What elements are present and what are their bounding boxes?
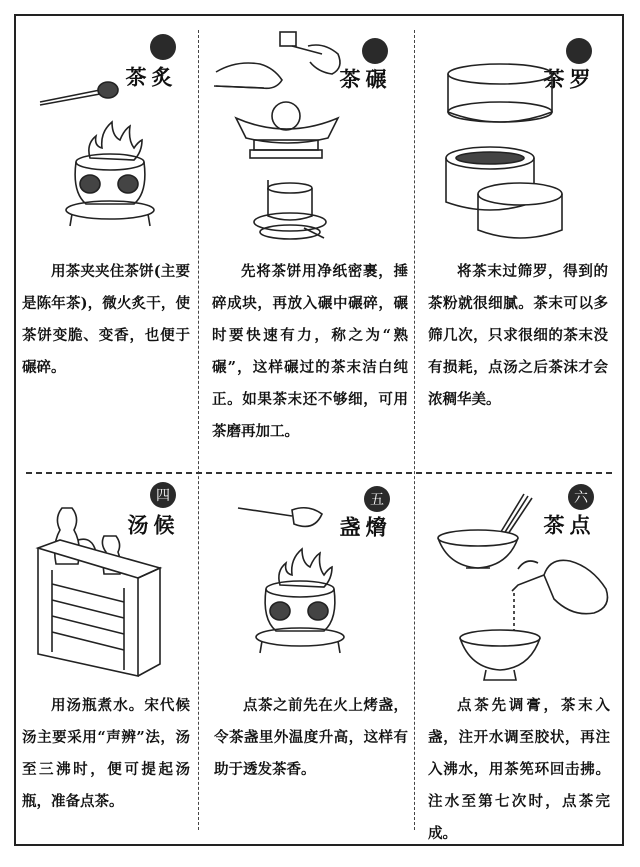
step-number-badge: 四 [150,482,176,508]
step-number-badge [150,34,176,60]
step-description: 将茶末过筛罗，得到的茶粉就很细腻。茶末可以多筛几次，只求很细的茶末没有损耗，点汤之后茶沫才会浓稠华美。 [428,263,608,408]
tea-bowl-illustration [456,626,546,690]
tea-roller-illustration [232,100,342,162]
step-title: 候汤 [125,514,176,535]
water-kettle-stove-illustration [32,500,172,680]
step-title: 点茶 [541,514,592,535]
hammer-hands-illustration [212,28,352,98]
column-divider-left [198,30,199,830]
brazier-illustration [250,545,350,657]
column-divider-right [414,30,415,830]
step-description: 先将茶饼用净纸密裹，捶碎成块，再放入碾中碾碎，碾时要快速有力，称之为“熟碾”，这样碾过的茶末洁白纯正。如果茶末还不够细，可用茶磨再加工。 [212,263,408,440]
step-title: 熁盏 [337,516,388,537]
step-title: 罗茶 [541,68,592,89]
sieve-ring-illustration [444,62,556,132]
tea-tongs-illustration [38,78,120,108]
sieves-illustration [436,140,570,248]
step-description: 用汤瓶煮水。宋代候汤主要采用“声辨”法，汤至三沸时，便可提起汤瓶，准备点茶。 [22,697,190,810]
pouring-kettle-illustration [508,545,612,635]
step-title: 炙茶 [123,66,174,87]
step-number-badge: 六 [568,484,594,510]
ladle-illustration [236,500,326,540]
step-title: 碾茶 [337,68,388,89]
tea-mill-illustration [246,176,342,246]
step-number-badge [566,38,592,64]
step-description: 点茶之前先在火上烤盏，令茶盏里外温度升高，这样有助于透发茶香。 [214,697,408,778]
brazier-illustration [60,118,160,230]
row-divider [26,472,612,474]
step-description: 用茶夹夹住茶饼(主要是陈年茶)，微火炙干，使茶饼变脆、变香，也便于碾碎。 [22,263,190,376]
step-number-badge: 五 [364,486,390,512]
step-number-badge [362,38,388,64]
step-description: 点茶先调膏，茶末入盏，注开水调至胶状，再注入沸水，用茶筅环回击拂。注水至第七次时，点茶完成。 [428,697,610,842]
